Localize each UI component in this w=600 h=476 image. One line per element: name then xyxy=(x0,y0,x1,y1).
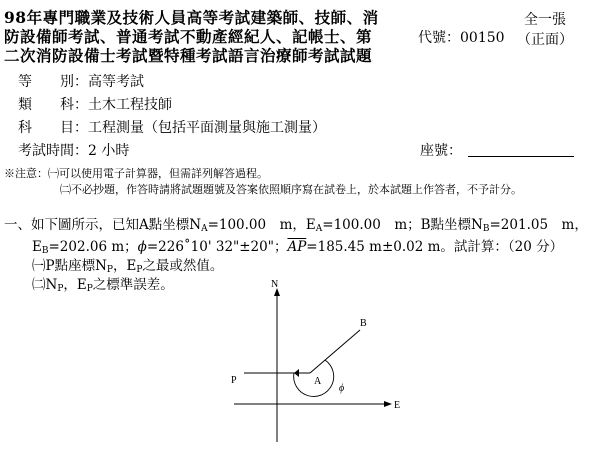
note-answer-sheet: ㈡不必抄題，作答時請將試題題號及答案依照順序寫在試卷上，於本試題上作答者，不予計分。 xyxy=(60,183,522,196)
time-value: 2 小時 xyxy=(88,143,130,159)
label-point-B: B xyxy=(360,318,367,329)
exam-title-line-2: 防設備師考試、普通考試不動產經紀人、記帳士、第 xyxy=(4,27,373,46)
line-AB xyxy=(310,330,360,373)
label-point-A: A xyxy=(314,376,322,387)
sheet-side: （正面） xyxy=(517,32,573,48)
field-value: 土木工程技師 xyxy=(88,97,172,113)
exam-title-line-3: 二次消防設備士考試暨特種考試語言治療師考試試題 xyxy=(4,46,373,65)
label-east: E xyxy=(394,400,401,411)
note-calculator: ※注意：㈠可以使用電子計算器，但需詳列解答過程。 xyxy=(4,167,268,180)
seat-number-label: 座號： xyxy=(420,143,462,159)
question-1-sub-1: ㈠P點座標$N_P$，$E_P$之最或然值。 xyxy=(32,258,224,275)
category-label: 等 別： xyxy=(18,74,88,90)
east-arrow-icon xyxy=(384,401,392,407)
sheet-count: 全一張 xyxy=(524,12,566,28)
label-point-P: P xyxy=(231,375,237,386)
angle-arrow-icon xyxy=(294,369,299,377)
segment-AP: $\overline{AP}$ xyxy=(287,239,307,255)
exam-code: 代號：00150 xyxy=(418,30,505,46)
field-label: 類 科： xyxy=(18,97,88,113)
subject-label: 科 目： xyxy=(18,120,88,136)
time-label: 考試時間： xyxy=(18,143,88,159)
exam-title-line-1: 98年專門職業及技術人員高等考試建築師、技師、消 xyxy=(4,8,379,27)
label-north: N xyxy=(271,279,279,290)
question-1-sub-2: $㈡N_P$，$E_P$之標準誤差。 xyxy=(32,277,174,294)
label-angle-phi: ϕ xyxy=(339,383,345,394)
subject-value: 工程測量（包括平面測量與施工測量） xyxy=(88,120,326,136)
question-1-line-1: 一、如下圖所示，已知A點坐標$N_A=100.00$ m，$E_A=100.00$ m；B點坐標$N_B=201.05$ m， xyxy=(4,217,588,234)
category-value: 高等考試 xyxy=(88,74,144,90)
question-1-line-2: $E_B=202.06$ m；ϕ=226˚10' 32"±20"；$\overline{AP}=185.45$ m±0.02 m。試計算：（20 分） xyxy=(32,239,564,256)
